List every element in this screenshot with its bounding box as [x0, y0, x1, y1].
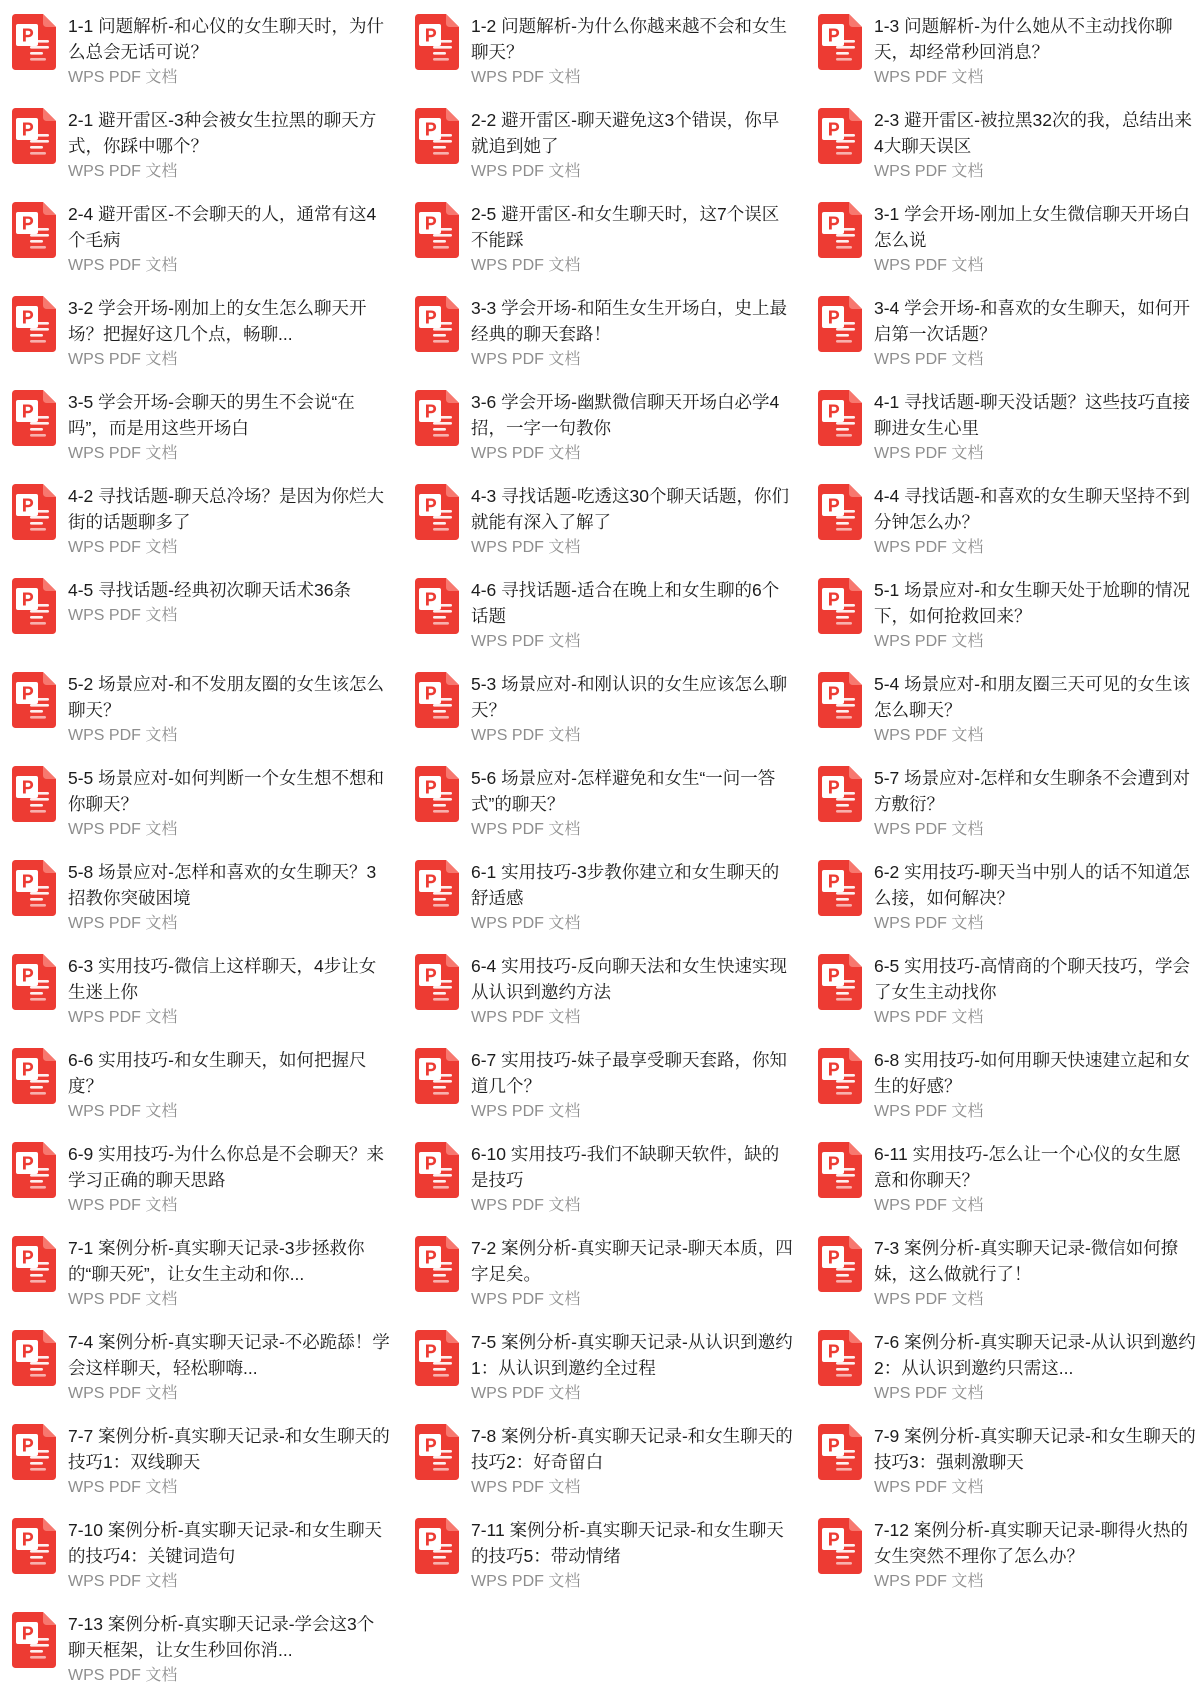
file-title: 6-3 实用技巧-微信上这样聊天，4步让女生迷上你	[68, 956, 377, 1002]
file-info	[68, 1046, 390, 1124]
file-list-item[interactable]	[6, 286, 396, 380]
file-list-item[interactable]	[812, 850, 1196, 944]
file-list-item[interactable]	[6, 662, 396, 756]
file-type-label: WPS PDF 文档	[68, 1573, 178, 1590]
wps-pdf-file-icon	[10, 672, 58, 728]
file-title: 4-5 寻找话题-经典初次聊天话术36条	[68, 580, 351, 600]
file-type-label: WPS PDF 文档	[874, 633, 984, 650]
file-info	[874, 200, 1196, 278]
file-type-label: WPS PDF 文档	[874, 445, 984, 462]
file-info	[874, 576, 1196, 654]
wps-pdf-file-icon	[816, 1142, 864, 1198]
file-title: 7-10 案例分析-真实聊天记录-和女生聊天的技巧4：关键词造句	[68, 1520, 383, 1566]
wps-pdf-file-icon	[10, 484, 58, 540]
file-info	[874, 1046, 1196, 1124]
file-info	[471, 670, 793, 748]
file-list-item[interactable]	[6, 192, 396, 286]
file-title: 5-2 场景应对-和不发朋友圈的女生该怎么聊天？	[68, 674, 384, 720]
file-list-item[interactable]	[812, 1414, 1196, 1508]
file-title: 3-3 学会开场-和陌生女生开场白，史上最经典的聊天套路！	[471, 298, 787, 344]
file-type-label: WPS PDF 文档	[471, 539, 581, 556]
wps-pdf-file-icon	[10, 1236, 58, 1292]
file-title: 2-1 避开雷区-3种会被女生拉黑的聊天方式，你踩中哪个？	[68, 110, 377, 156]
file-list-item[interactable]	[6, 1038, 396, 1132]
file-list-item[interactable]	[409, 1320, 799, 1414]
file-list-item[interactable]	[409, 98, 799, 192]
file-info	[68, 1140, 390, 1218]
file-type-label: WPS PDF 文档	[471, 1479, 581, 1496]
file-title: 7-4 案例分析-真实聊天记录-不必跪舔！学会这样聊天，轻松聊嗨...	[68, 1332, 390, 1378]
file-info	[471, 764, 793, 842]
file-title: 1-3 问题解析-为什么她从不主动找你聊天，却经常秒回消息？	[874, 16, 1173, 62]
file-list-item[interactable]	[409, 1132, 799, 1226]
wps-pdf-file-icon	[816, 390, 864, 446]
wps-pdf-file-icon	[10, 296, 58, 352]
file-info	[471, 952, 793, 1030]
file-title: 6-7 实用技巧-妹子最享受聊天套路，你知道几个？	[471, 1050, 787, 1096]
wps-pdf-file-icon	[816, 1424, 864, 1480]
file-type-label: WPS PDF 文档	[874, 1479, 984, 1496]
file-type-label: WPS PDF 文档	[874, 351, 984, 368]
wps-pdf-file-icon	[413, 484, 461, 540]
file-list-item[interactable]	[6, 380, 396, 474]
file-info	[874, 1516, 1196, 1594]
file-type-label: WPS PDF 文档	[68, 1479, 178, 1496]
file-list-item[interactable]	[409, 756, 799, 850]
file-title: 7-12 案例分析-真实聊天记录-聊得火热的女生突然不理你了怎么办？	[874, 1520, 1189, 1566]
file-title: 6-10 实用技巧-我们不缺聊天软件，缺的是技巧	[471, 1144, 780, 1190]
file-title: 7-6 案例分析-真实聊天记录-从认识到邀约2：从认识到邀约只需这...	[874, 1332, 1196, 1378]
file-title: 2-2 避开雷区-聊天避免这3个错误，你早就追到她了	[471, 110, 780, 156]
file-list-item[interactable]	[409, 1226, 799, 1320]
wps-pdf-file-icon	[816, 296, 864, 352]
file-list-item[interactable]	[812, 1226, 1196, 1320]
file-list-item[interactable]	[812, 98, 1196, 192]
file-list-item[interactable]	[409, 286, 799, 380]
wps-pdf-file-icon	[816, 1048, 864, 1104]
file-title: 6-6 实用技巧-和女生聊天，如何把握尺度？	[68, 1050, 367, 1096]
file-info	[874, 764, 1196, 842]
file-list-item[interactable]	[409, 380, 799, 474]
wps-pdf-file-icon	[816, 14, 864, 70]
file-list-item[interactable]	[6, 4, 396, 98]
wps-pdf-file-icon	[10, 1518, 58, 1574]
wps-pdf-file-icon	[413, 578, 461, 634]
file-type-label: WPS PDF 文档	[874, 1385, 984, 1402]
file-title: 5-3 场景应对-和刚认识的女生应该怎么聊天？	[471, 674, 787, 720]
file-list-item[interactable]	[6, 944, 396, 1038]
file-info	[68, 764, 390, 842]
file-title: 6-5 实用技巧-高情商的个聊天技巧，学会了女生主动找你	[874, 956, 1190, 1002]
file-title: 7-2 案例分析-真实聊天记录-聊天本质，四字足矣。	[471, 1238, 793, 1284]
file-title: 3-6 学会开场-幽默微信聊天开场白必学4招，一字一句教你	[471, 392, 780, 438]
file-list-item[interactable]	[409, 474, 799, 568]
file-type-label: WPS PDF 文档	[874, 539, 984, 556]
file-type-label: WPS PDF 文档	[68, 257, 178, 274]
file-list-item[interactable]	[6, 474, 396, 568]
file-list-item[interactable]	[6, 568, 396, 662]
wps-pdf-file-icon	[413, 108, 461, 164]
wps-pdf-file-icon	[413, 766, 461, 822]
file-info	[874, 858, 1196, 936]
file-info	[471, 1046, 793, 1124]
file-type-label: WPS PDF 文档	[471, 1385, 581, 1402]
file-info	[874, 1422, 1196, 1500]
file-info	[471, 1234, 793, 1312]
file-title: 6-9 实用技巧-为什么你总是不会聊天？来学习正确的聊天思路	[68, 1144, 384, 1190]
file-list-item[interactable]	[6, 1320, 396, 1414]
file-type-label: WPS PDF 文档	[68, 607, 178, 624]
file-info	[471, 1140, 793, 1218]
file-info	[68, 858, 390, 936]
file-type-label: WPS PDF 文档	[874, 1197, 984, 1214]
file-info	[68, 388, 390, 466]
file-title: 5-7 场景应对-怎样和女生聊条不会遭到对方敷衍？	[874, 768, 1190, 814]
file-type-label: WPS PDF 文档	[471, 445, 581, 462]
file-list-item[interactable]	[812, 1132, 1196, 1226]
file-title: 7-11 案例分析-真实聊天记录-和女生聊天的技巧5：带动情绪	[471, 1520, 784, 1566]
file-type-label: WPS PDF 文档	[68, 351, 178, 368]
wps-pdf-file-icon	[816, 860, 864, 916]
wps-pdf-file-icon	[10, 1142, 58, 1198]
wps-pdf-file-icon	[413, 296, 461, 352]
wps-pdf-file-icon	[816, 108, 864, 164]
file-info	[874, 294, 1196, 372]
file-list-item[interactable]	[6, 850, 396, 944]
file-title: 7-7 案例分析-真实聊天记录-和女生聊天的技巧1：双线聊天	[68, 1426, 390, 1472]
file-list-item[interactable]	[6, 1414, 396, 1508]
file-type-label: WPS PDF 文档	[471, 727, 581, 744]
file-type-label: WPS PDF 文档	[68, 1385, 178, 1402]
file-type-label: WPS PDF 文档	[68, 727, 178, 744]
file-type-label: WPS PDF 文档	[68, 445, 178, 462]
file-list-item[interactable]	[812, 1508, 1196, 1602]
wps-pdf-file-icon	[816, 578, 864, 634]
file-info	[874, 106, 1196, 184]
file-list-item[interactable]	[409, 850, 799, 944]
file-type-label: WPS PDF 文档	[471, 1291, 581, 1308]
wps-pdf-file-icon	[10, 202, 58, 258]
file-list-item[interactable]	[6, 756, 396, 850]
file-info	[471, 1422, 793, 1500]
wps-pdf-file-icon	[10, 1048, 58, 1104]
wps-pdf-file-icon	[10, 766, 58, 822]
wps-pdf-file-icon	[413, 860, 461, 916]
file-info	[68, 200, 390, 278]
file-type-label: WPS PDF 文档	[68, 69, 178, 86]
file-info	[471, 1516, 793, 1594]
file-type-label: WPS PDF 文档	[471, 633, 581, 650]
wps-pdf-file-icon	[10, 1424, 58, 1480]
wps-pdf-file-icon	[10, 390, 58, 446]
file-title: 1-1 问题解析-和心仪的女生聊天时，为什么总会无话可说？	[68, 16, 384, 62]
wps-pdf-file-icon	[816, 1330, 864, 1386]
file-type-label: WPS PDF 文档	[68, 539, 178, 556]
wps-pdf-file-icon	[413, 954, 461, 1010]
wps-pdf-file-icon	[413, 1048, 461, 1104]
file-list-item[interactable]	[812, 474, 1196, 568]
file-title: 5-6 场景应对-怎样避免和女生“一问一答式”的聊天？	[471, 768, 776, 814]
file-list-item[interactable]	[812, 568, 1196, 662]
file-type-label: WPS PDF 文档	[874, 1103, 984, 1120]
wps-pdf-file-icon	[816, 484, 864, 540]
file-info	[874, 1328, 1196, 1406]
wps-pdf-file-icon	[413, 1330, 461, 1386]
file-type-label: WPS PDF 文档	[471, 69, 581, 86]
file-info	[471, 482, 793, 560]
file-list-item[interactable]	[812, 662, 1196, 756]
file-type-label: WPS PDF 文档	[68, 1197, 178, 1214]
file-type-label: WPS PDF 文档	[471, 163, 581, 180]
file-title: 6-11 实用技巧-怎么让一个心仪的女生愿意和你聊天？	[874, 1144, 1181, 1190]
wps-pdf-file-icon	[413, 1518, 461, 1574]
file-info	[874, 670, 1196, 748]
wps-pdf-file-icon	[816, 954, 864, 1010]
file-list-item[interactable]	[812, 1320, 1196, 1414]
file-list-item[interactable]	[812, 756, 1196, 850]
wps-pdf-file-icon	[816, 1518, 864, 1574]
file-info	[471, 388, 793, 466]
wps-pdf-file-icon	[10, 954, 58, 1010]
file-list-item[interactable]	[409, 662, 799, 756]
file-info	[68, 1610, 390, 1688]
file-info	[471, 1328, 793, 1406]
file-type-label: WPS PDF 文档	[68, 163, 178, 180]
file-type-label: WPS PDF 文档	[874, 915, 984, 932]
file-list-item[interactable]	[6, 1508, 396, 1602]
file-title: 3-2 学会开场-刚加上的女生怎么聊天开场？把握好这几个点，畅聊...	[68, 298, 367, 344]
file-info	[68, 1234, 390, 1312]
wps-pdf-file-icon	[10, 1612, 58, 1668]
file-list-item[interactable]	[409, 192, 799, 286]
file-info	[68, 106, 390, 184]
wps-pdf-file-icon	[10, 14, 58, 70]
file-title: 7-9 案例分析-真实聊天记录-和女生聊天的技巧3：强刺激聊天	[874, 1426, 1196, 1472]
file-info	[471, 200, 793, 278]
wps-pdf-file-icon	[413, 202, 461, 258]
file-title: 7-3 案例分析-真实聊天记录-微信如何撩妹，这么做就行了！	[874, 1238, 1179, 1284]
file-type-label: WPS PDF 文档	[68, 915, 178, 932]
wps-pdf-file-icon	[816, 766, 864, 822]
file-type-label: WPS PDF 文档	[874, 1009, 984, 1026]
file-info	[874, 1234, 1196, 1312]
file-list-item[interactable]	[409, 1508, 799, 1602]
file-type-label: WPS PDF 文档	[68, 1009, 178, 1026]
file-list-item[interactable]	[812, 944, 1196, 1038]
file-title: 7-8 案例分析-真实聊天记录-和女生聊天的技巧2：好奇留白	[471, 1426, 793, 1472]
file-type-label: WPS PDF 文档	[874, 821, 984, 838]
file-title: 3-1 学会开场-刚加上女生微信聊天开场白怎么说	[874, 204, 1190, 250]
file-title: 6-4 实用技巧-反向聊天法和女生快速实现从认识到邀约方法	[471, 956, 787, 1002]
wps-pdf-file-icon	[816, 672, 864, 728]
file-title: 7-13 案例分析-真实聊天记录-学会这3个聊天框架，让女生秒回你消...	[68, 1614, 375, 1660]
file-title: 5-1 场景应对-和女生聊天处于尬聊的情况下，如何抢救回来？	[874, 580, 1190, 626]
file-list-item[interactable]	[409, 1414, 799, 1508]
file-info	[471, 12, 793, 90]
file-type-label: WPS PDF 文档	[68, 1103, 178, 1120]
file-list-item[interactable]	[812, 380, 1196, 474]
file-info	[874, 1140, 1196, 1218]
file-title: 4-4 寻找话题-和喜欢的女生聊天坚持不到分钟怎么办？	[874, 486, 1190, 532]
file-info	[471, 576, 793, 654]
file-title: 7-5 案例分析-真实聊天记录-从认识到邀约1：从认识到邀约全过程	[471, 1332, 793, 1378]
file-info	[874, 952, 1196, 1030]
file-info	[68, 294, 390, 372]
file-info	[68, 1422, 390, 1500]
file-type-label: WPS PDF 文档	[874, 163, 984, 180]
file-type-label: WPS PDF 文档	[68, 821, 178, 838]
file-type-label: WPS PDF 文档	[471, 1009, 581, 1026]
file-title: 4-3 寻找话题-吃透这30个聊天话题，你们就能有深入了解了	[471, 486, 789, 532]
file-info	[471, 858, 793, 936]
file-title: 3-5 学会开场-会聊天的男生不会说“在吗”，而是用这些开场白	[68, 392, 355, 438]
file-title: 3-4 学会开场-和喜欢的女生聊天，如何开启第一次话题？	[874, 298, 1190, 344]
wps-pdf-file-icon	[413, 14, 461, 70]
file-type-label: WPS PDF 文档	[471, 257, 581, 274]
file-list-item[interactable]	[812, 4, 1196, 98]
file-info	[874, 12, 1196, 90]
file-info	[68, 1516, 390, 1594]
file-title: 2-4 避开雷区-不会聊天的人，通常有这4个毛病	[68, 204, 377, 250]
wps-pdf-file-icon	[413, 1236, 461, 1292]
file-title: 6-8 实用技巧-如何用聊天快速建立起和女生的好感？	[874, 1050, 1190, 1096]
file-list-item[interactable]	[409, 4, 799, 98]
file-list-item[interactable]	[409, 1038, 799, 1132]
file-type-label: WPS PDF 文档	[874, 69, 984, 86]
file-title: 2-5 避开雷区-和女生聊天时，这7个误区不能踩	[471, 204, 780, 250]
file-type-label: WPS PDF 文档	[874, 727, 984, 744]
file-title: 4-2 寻找话题-聊天总冷场？是因为你烂大街的话题聊多了	[68, 486, 384, 532]
wps-pdf-file-icon	[816, 1236, 864, 1292]
wps-pdf-file-icon	[10, 860, 58, 916]
file-title: 5-4 场景应对-和朋友圈三天可见的女生该怎么聊天？	[874, 674, 1190, 720]
file-type-label: WPS PDF 文档	[471, 1573, 581, 1590]
wps-pdf-file-icon	[413, 1142, 461, 1198]
file-info	[68, 482, 390, 560]
file-info	[68, 1328, 390, 1406]
file-title: 5-5 场景应对-如何判断一个女生想不想和你聊天？	[68, 768, 384, 814]
file-list-item[interactable]	[6, 98, 396, 192]
file-type-label: WPS PDF 文档	[68, 1667, 178, 1684]
file-title: 6-1 实用技巧-3步教你建立和女生聊天的舒适感	[471, 862, 780, 908]
file-title: 1-2 问题解析-为什么你越来越不会和女生聊天？	[471, 16, 787, 62]
file-type-label: WPS PDF 文档	[874, 1291, 984, 1308]
file-info	[68, 12, 390, 90]
file-type-label: WPS PDF 文档	[874, 257, 984, 274]
wps-pdf-file-icon	[816, 202, 864, 258]
file-list-item[interactable]	[409, 944, 799, 1038]
wps-pdf-file-icon	[10, 1330, 58, 1386]
file-type-label: WPS PDF 文档	[471, 1103, 581, 1120]
file-title: 7-1 案例分析-真实聊天记录-3步拯救你的“聊天死”，让女生主动和你...	[68, 1238, 365, 1284]
file-title: 4-6 寻找话题-适合在晚上和女生聊的6个话题	[471, 580, 780, 626]
wps-pdf-file-icon	[10, 108, 58, 164]
file-type-label: WPS PDF 文档	[874, 1573, 984, 1590]
file-type-label: WPS PDF 文档	[471, 915, 581, 932]
wps-pdf-file-icon	[413, 390, 461, 446]
wps-pdf-file-icon	[413, 1424, 461, 1480]
file-list-item[interactable]	[812, 192, 1196, 286]
file-type-label: WPS PDF 文档	[471, 351, 581, 368]
file-info	[471, 294, 793, 372]
file-title: 4-1 寻找话题-聊天没话题？这些技巧直接聊进女生心里	[874, 392, 1190, 438]
file-list-item[interactable]	[6, 1602, 396, 1696]
file-info	[471, 106, 793, 184]
file-title: 6-2 实用技巧-聊天当中别人的话不知道怎么接，如何解决？	[874, 862, 1190, 908]
file-title: 5-8 场景应对-怎样和喜欢的女生聊天？3招教你突破困境	[68, 862, 377, 908]
wps-pdf-file-icon	[10, 578, 58, 634]
file-list-item[interactable]	[812, 286, 1196, 380]
file-info	[68, 952, 390, 1030]
wps-pdf-file-icon	[413, 672, 461, 728]
file-info	[874, 482, 1196, 560]
file-list-item[interactable]	[6, 1132, 396, 1226]
file-title: 2-3 避开雷区-被拉黑32次的我，总结出来4大聊天误区	[874, 110, 1192, 156]
file-list-item[interactable]	[6, 1226, 396, 1320]
file-info	[68, 670, 390, 748]
file-list-item[interactable]	[409, 568, 799, 662]
file-list-item[interactable]	[812, 1038, 1196, 1132]
file-type-label: WPS PDF 文档	[68, 1291, 178, 1308]
file-info	[874, 388, 1196, 466]
file-type-label: WPS PDF 文档	[471, 821, 581, 838]
file-info	[68, 576, 390, 628]
file-type-label: WPS PDF 文档	[471, 1197, 581, 1214]
